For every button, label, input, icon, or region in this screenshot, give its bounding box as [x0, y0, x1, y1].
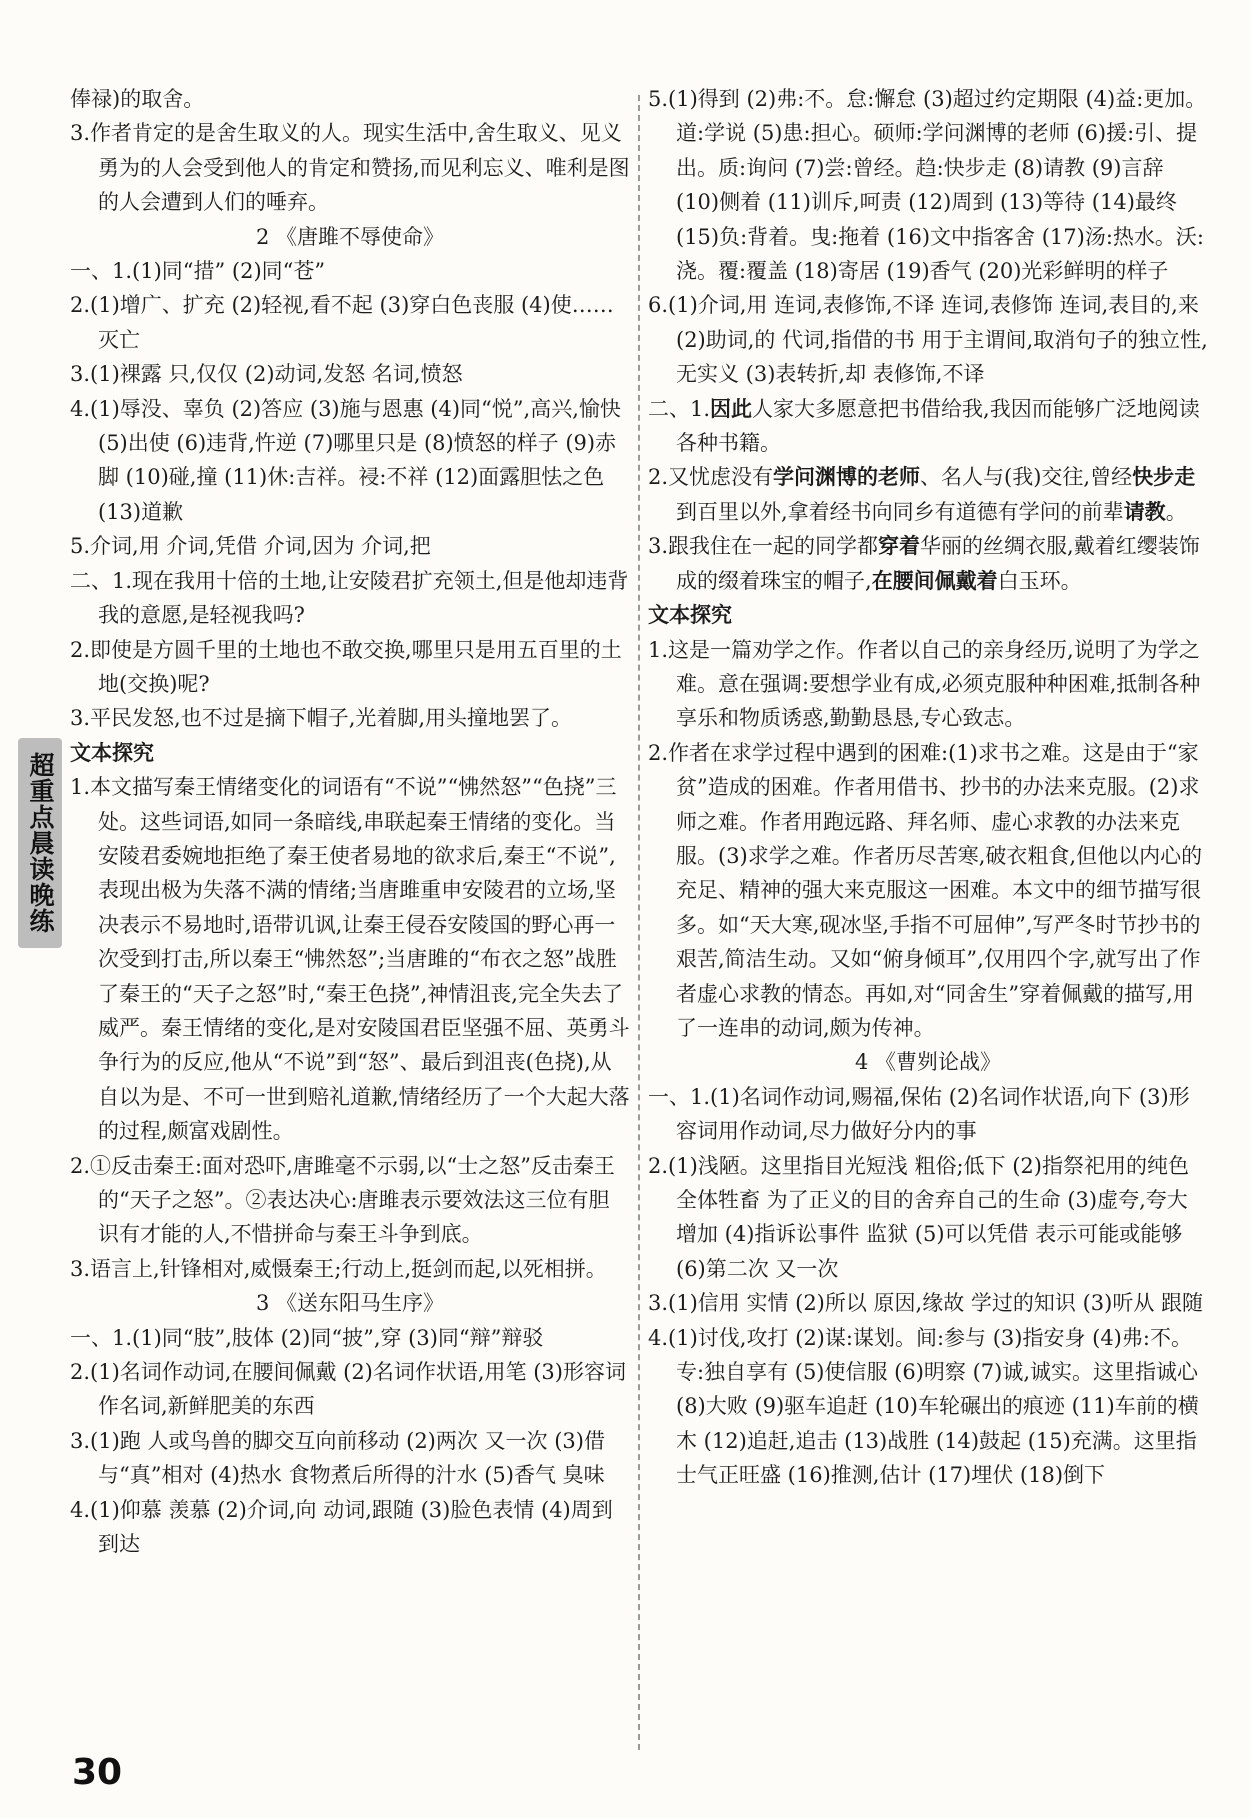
answer-item: 1.本文描写秦王情绪变化的词语有“不说”“怫然怒”“色挠”三处。这些词语,如同一条暗线,串联起秦王情绪的变化。当安陵君委婉地拒绝了秦王使者易地的欲求后,秦王“不说”,表现出极为失落不满的情绪;当唐雎重申安陵君的立场,坚决表示不易地时,语带讥讽,让秦王侵吞安陵国的野心再一次受到打击,所以秦王“怫然怒”;当唐雎的“布衣之怒”战胜了秦王的“天子之怒”时,“秦王色挠”,神情沮丧,完全失去了威严。秦王情绪的变化,是对安陵国君臣坚强不屈、英勇斗争行为的反应,他从“不说”到“怒”、最后到沮丧(色挠),从自以为是、不可一世到赔礼道歉,情绪经历了一个大起大落的过程,颇富戏剧性。	[70, 775, 630, 1144]
bold-keyword: 因此	[710, 395, 753, 421]
bold-keyword: 请教	[1123, 498, 1166, 524]
answer-text: 到百里以外,拿着经书向同乡有道德有学问的前辈	[676, 499, 1124, 524]
answer-item: 3.(1)跑 人或鸟兽的脚交互向前移动 (2)两次 又一次 (3)借 与“真”相对 (4)热水 食物煮后所得的汁水 (5)香气 臭味	[70, 1428, 605, 1488]
right-column	[648, 82, 1208, 1493]
answer-item: 5.介词,用 介词,凭借 介词,因为 介词,把	[70, 534, 431, 559]
bold-keyword: 学问渊博的老师	[773, 464, 921, 490]
answer-item: 3.平民发怒,也不过是摘下帽子,光着脚,用头撞地罢了。	[70, 706, 573, 731]
answer-item: 二、1.现在我用十倍的土地,让安陵君扩充领土,但是他却违背我的意愿,是轻视我吗?	[70, 568, 629, 628]
answer-item: 4.(1)辱没、辜负 (2)答应 (3)施与恩惠 (4)同“悦”,高兴,愉快 (5)出使 (6)违背,忤逆 (7)哪里只是 (8)愤怒的样子 (9)赤脚 (10)碰,撞 (11)休:吉祥。祲:不祥 (12)面露胆怯之色 (13)道歉	[70, 396, 621, 524]
answer-item: 3.(1)裸露 只,仅仅 (2)动词,发怒 名词,愤怒	[70, 362, 463, 387]
answer-item: 5.(1)得到 (2)弗:不。怠:懈怠 (3)超过约定期限 (4)益:更加。道:学说 (5)患:担心。硕师:学问渊博的老师 (6)援:引、提出。质:询问 (7)尝:曾经。趋:快步走 (8)请教 (9)言辞 (10)侧着 (11)训斥,呵责 (12)周到 (13)等待 (14)最终 (15)负:背着。曳:拖着 (16)文中指客舍 (17)汤:热水。沃:浇。覆:覆盖 (18)寄居 (19)香气 (20)光彩鲜明的样子	[648, 87, 1207, 284]
answer-item: 2.即使是方圆千里的土地也不敢交换,哪里只是用五百里的土地(交换)呢?	[70, 637, 622, 696]
answer-text: 3.跟我住在一起的同学都	[648, 534, 879, 559]
section-heading: 4 《曹刿论战》	[854, 1050, 1002, 1075]
answer-item: 2.作者在求学过程中遇到的困难:(1)求书之难。这是由于“家贫”造成的困难。作者用借书、抄书的办法来克服。(2)求师之难。作者用跑远路、拜名师、虚心求教的办法来克服。(3)求学之难。作者历尽苦寒,破衣粗食,但他以内心的充足、精神的强大来克服这一困难。本文中的细节描写很多。如“天大寒,砚冰坚,手指不可屈伸”,写严冬时节抄书的艰苦,简洁生动。又如“俯身倾耳”,仅用四个字,就写出了作者虚心求教的情态。再如,对“同舍生”穿着佩戴的描写,用了一连串的动词,颇为传神。	[648, 740, 1203, 1040]
left-column	[70, 82, 630, 1561]
answer-text: 。	[1165, 499, 1187, 524]
answer-text: 、名人与(我)交往,曾经	[920, 465, 1133, 490]
answer-item: 2.(1)增广、扩充 (2)轻视,看不起 (3)穿白色丧服 (4)使……灭亡	[70, 293, 614, 352]
column-divider	[638, 95, 640, 1750]
answer-item: 4.(1)讨伐,攻打 (2)谋:谋划。间:参与 (3)指安身 (4)弗:不。专:独自享有 (5)使信服 (6)明察 (7)诚,诚实。这里指诚心 (8)大败 (9)驱车追赶 (10)车轮碾出的痕迹 (11)车前的横木 (12)追赶,追击 (13)战胜 (14)鼓起 (15)充满。这里指士气正旺盛 (16)推测,估计 (17)埋伏 (18)倒下	[648, 1325, 1199, 1488]
subsection-title: 文本探究	[70, 740, 154, 765]
bold-keyword: 快步走	[1132, 464, 1196, 490]
answer-item: 3.作者肯定的是舍生取义的人。现实生活中,舍生取义、见义勇为的人会受到他人的肯定和赞扬,而见利忘义、唯利是图的人会遭到人们的唾弃。	[70, 121, 630, 215]
answer-text: 人家大多愿意把书借给我,我因而能够广泛地阅读各种书籍。	[676, 396, 1200, 456]
answer-item: 4.(1)仰慕 羡慕 (2)介词,向 动词,跟随 (3)脸色表情 (4)周到 到达	[70, 1497, 613, 1557]
section-heading: 3 《送东阳马生序》	[255, 1291, 445, 1316]
bold-keyword: 在腰间佩戴着	[871, 567, 998, 593]
answer-item: 2.①反击秦王:面对恐吓,唐雎毫不示弱,以“士之怒”反击秦王的“天子之怒”。②表达决心:唐雎表示要效法这三位有胆识有才能的人,不惜拼命与秦王斗争到底。	[70, 1153, 615, 1247]
answer-item: 3.语言上,针锋相对,威慑秦王;行动上,挺剑而起,以死相拼。	[70, 1256, 607, 1281]
answer-item: 2.(1)浅陋。这里指目光短浅 粗俗;低下 (2)指祭祀用的纯色全体牲畜 为了正义的目的舍弃自己的生命 (3)虚夸,夸大 增加 (4)指诉讼事件 监狱 (5)可以凭借 表示可能或能够 (6)第二次 又一次	[648, 1153, 1189, 1281]
answer-text: 白玉环。	[997, 568, 1082, 593]
answer-item: 2.(1)名词作动词,在腰间佩戴 (2)名词作状语,用笔 (3)形容词作名词,新鲜肥美的东西	[70, 1360, 626, 1419]
answer-item: 3.(1)信用 实情 (2)所以 原因,缘故 学过的知识 (3)听从 跟随	[648, 1291, 1204, 1316]
answer-item: 一、1.(1)同“肢”,肢体 (2)同“披”,穿 (3)同“辩”辩驳	[70, 1325, 544, 1350]
answer-text: 二、1.	[648, 396, 711, 421]
answer-item	[648, 460, 1208, 529]
page-number: 30	[72, 1752, 123, 1793]
answer-item: 一、1.(1)名词作动词,赐福,保佑 (2)名词作状语,向下 (3)形容词用作动词,尽力做好分内的事	[648, 1084, 1190, 1144]
answer-text: 华丽的丝绸衣服,戴着红缨装饰成的缀着珠宝的帽子,	[676, 534, 1200, 593]
answer-text: 2.又忧虑没有	[648, 465, 774, 490]
answer-item: 一、1.(1)同“措” (2)同“苍”	[70, 259, 326, 284]
sidebar-tab: 超重点晨读晚练	[18, 738, 62, 948]
answer-item	[648, 529, 1208, 598]
answer-item: 6.(1)介词,用 连词,表修饰,不译 连词,表修饰 连词,表目的,来 (2)助词,的 代词,指借的书 用于主谓间,取消句子的独立性,无实义 (3)表转折,却 表修饰,不译	[648, 293, 1208, 387]
bold-keyword: 穿着	[878, 533, 921, 559]
section-heading: 2 《唐雎不辱使命》	[255, 224, 445, 249]
answer-item: 1.这是一篇劝学之作。作者以自己的亲身经历,说明了为学之难。意在强调:要想学业有成,必须克服种种困难,抵制各种享乐和物质诱惑,勤勤恳恳,专心致志。	[648, 637, 1201, 731]
answer-item	[648, 392, 1208, 461]
subsection-title: 文本探究	[648, 603, 732, 628]
answer-line: 俸禄)的取舍。	[70, 87, 205, 111]
